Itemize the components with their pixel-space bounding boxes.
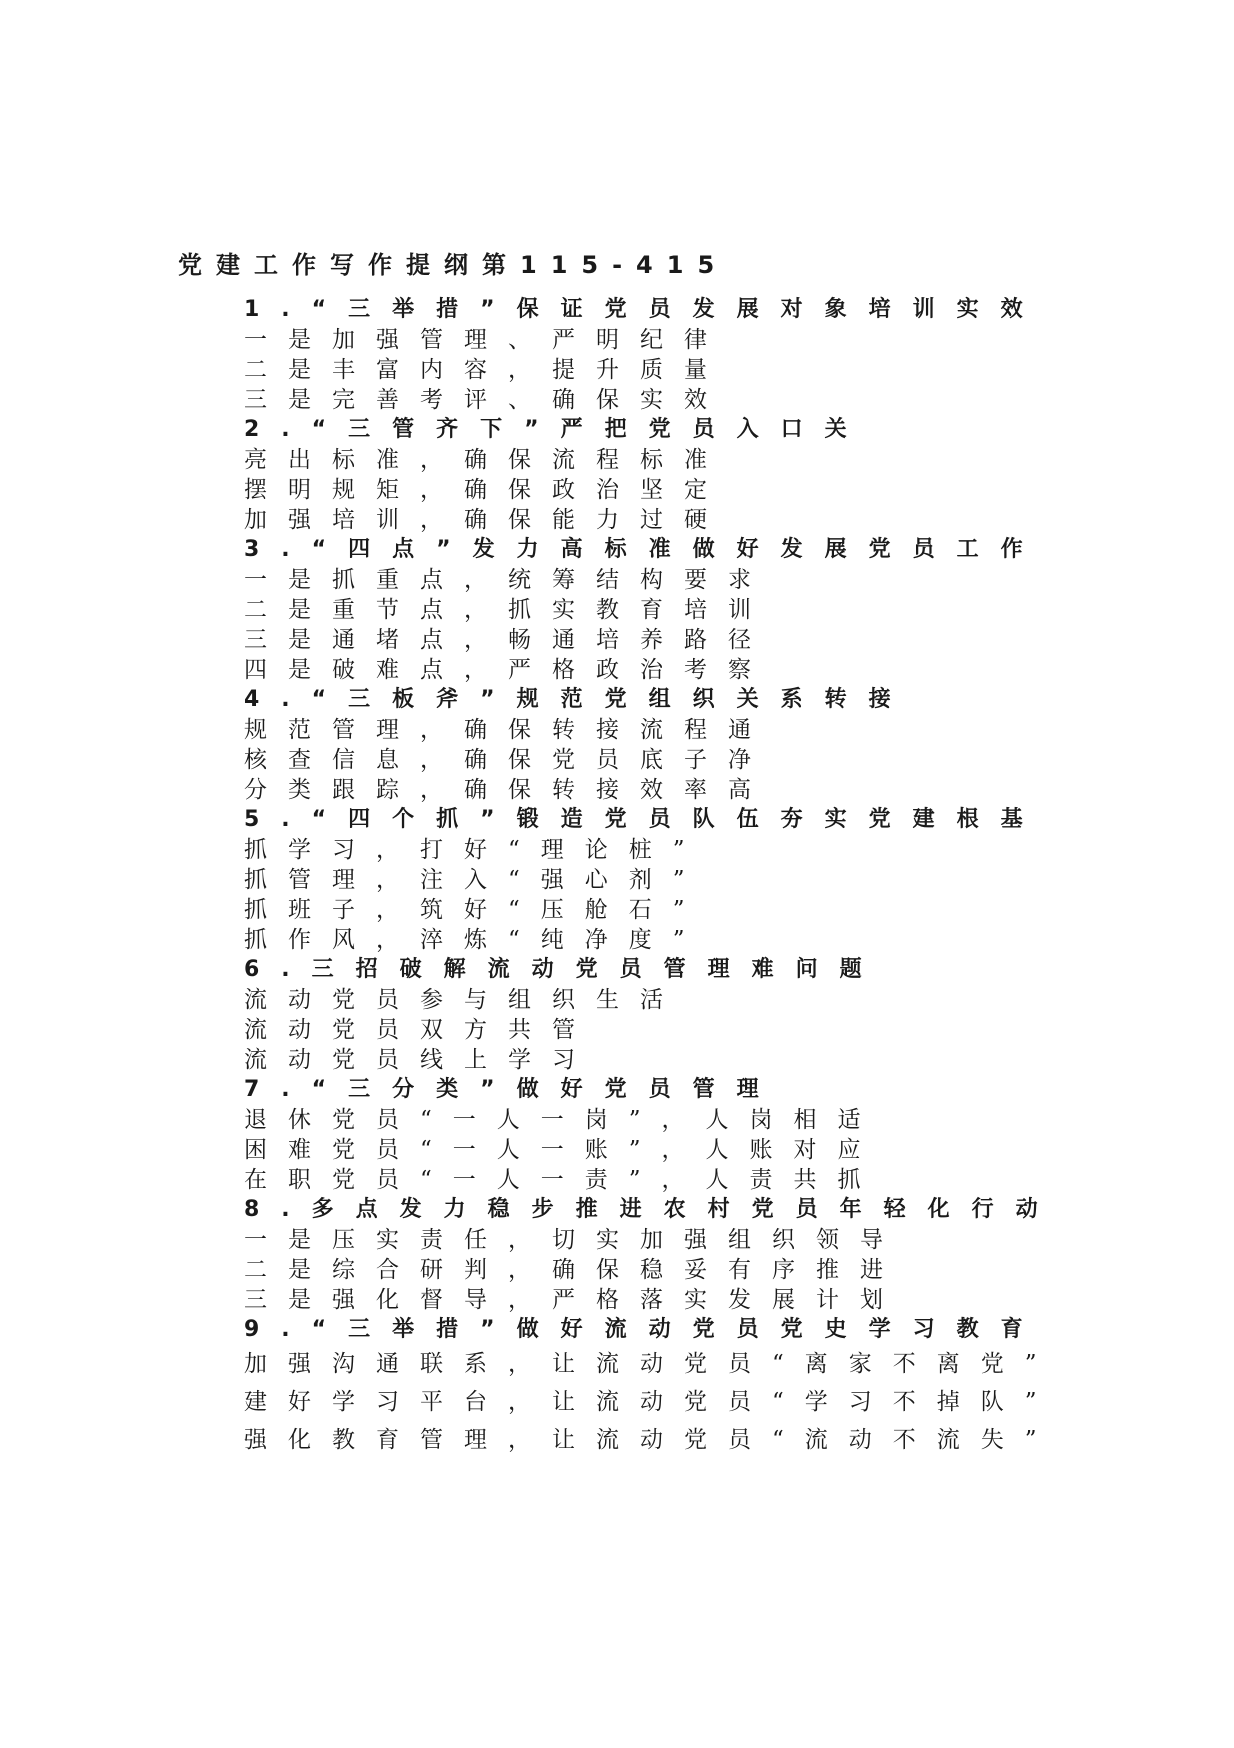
outline-item: 三是强化督导，严格落实发展计划 (244, 1287, 904, 1313)
outline-item: 困难党员“一人一账”，人账对应 (244, 1137, 882, 1163)
section-heading: 2.“三管齐下”严把党员入口关 (244, 417, 869, 442)
section-heading: 3.“四点”发力高标准做好发展党员工作 (244, 537, 1045, 562)
section-heading: 8.多点发力稳步推进农村党员年轻化行动 (244, 1197, 1060, 1222)
outline-content (178, 295, 1058, 1456)
section-heading: 9.“三举措”做好流动党员党史学习教育 (244, 1317, 1045, 1342)
outline-item: 流动党员参与组织生活 (244, 987, 684, 1013)
outline-item: 抓作风，淬炼“纯净度” (244, 927, 706, 953)
outline-item: 摆明规矩，确保政治坚定 (244, 477, 728, 503)
document-title: 党建工作写作提纲第115-415 (178, 251, 729, 279)
outline-paragraph: 加强沟通联系，让流动党员“离家不离党” (244, 1351, 1058, 1377)
outline-lines (178, 295, 1058, 1345)
outline-item: 在职党员“一人一责”，人责共抓 (244, 1167, 882, 1193)
section-heading: 4.“三板斧”规范党组织关系转接 (244, 687, 913, 712)
outline-item: 抓学习，打好“理论桩” (244, 837, 706, 863)
outline-item: 一是压实责任，切实加强组织领导 (244, 1227, 904, 1253)
outline-paragraphs (178, 1345, 1058, 1456)
outline-item: 四是破难点，严格政治考察 (244, 657, 772, 683)
section-heading: 5.“四个抓”锻造党员队伍夯实党建根基 (244, 807, 1045, 832)
outline-item: 二是丰富内容，提升质量 (244, 357, 728, 383)
outline-item: 抓班子，筑好“压舱石” (244, 897, 706, 923)
outline-item: 退休党员“一人一岗”，人岗相适 (244, 1107, 882, 1133)
section-heading: 1.“三举措”保证党员发展对象培训实效 (244, 297, 1045, 322)
outline-item: 流动党员双方共管 (244, 1017, 596, 1043)
outline-item: 核查信息，确保党员底子净 (244, 747, 772, 773)
outline-item: 亮出标准，确保流程标准 (244, 447, 728, 473)
outline-item: 二是重节点，抓实教育培训 (244, 597, 772, 623)
outline-item: 二是综合研判，确保稳妥有序推进 (244, 1257, 904, 1283)
outline-item: 抓管理，注入“强心剂” (244, 867, 706, 893)
outline-paragraph: 强化教育管理，让流动党员“流动不流失” (244, 1427, 1058, 1453)
outline-item: 分类跟踪，确保转接效率高 (244, 777, 772, 803)
outline-item: 加强培训，确保能力过硬 (244, 507, 728, 533)
outline-item: 规范管理，确保转接流程通 (244, 717, 772, 743)
section-heading: 7.“三分类”做好党员管理 (244, 1077, 781, 1102)
section-heading: 6.三招破解流动党员管理难问题 (244, 957, 884, 982)
outline-item: 流动党员线上学习 (244, 1047, 596, 1073)
outline-item: 一是加强管理、严明纪律 (244, 327, 728, 353)
outline-item: 一是抓重点，统筹结构要求 (244, 567, 772, 593)
outline-paragraph: 建好学习平台，让流动党员“学习不掉队” (244, 1389, 1058, 1415)
outline-item: 三是完善考评、确保实效 (244, 387, 728, 413)
outline-item: 三是通堵点，畅通培养路径 (244, 627, 772, 653)
